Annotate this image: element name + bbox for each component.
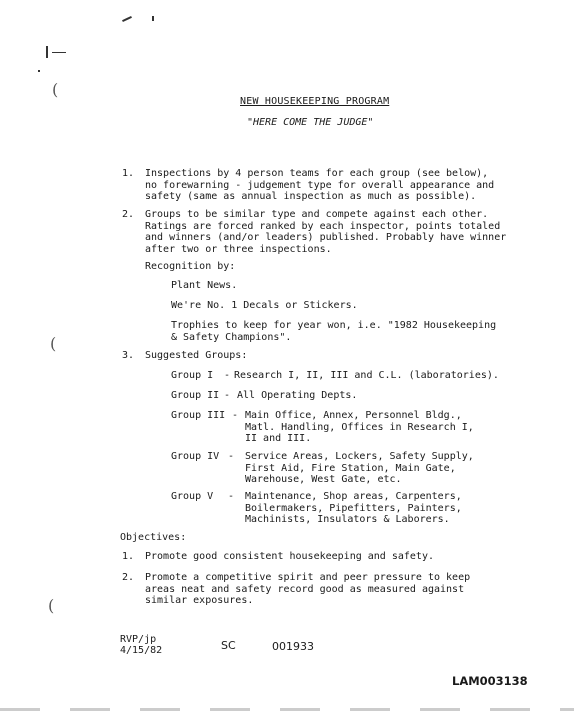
item-text: Inspections by 4 person teams for each group (see below), no forewarning - judgement type for overall appearance and safety (same as annual inspection as much as possible). — [145, 168, 495, 202]
group-dash: - — [224, 390, 231, 401]
item-number: 1. — [122, 168, 135, 179]
recognition-heading: Recognition by: — [145, 261, 236, 272]
group-dash: - — [232, 410, 239, 421]
scan-mark: ( — [50, 334, 57, 353]
item-number: 3. — [122, 350, 135, 361]
objective-text: Promote a competitive spirit and peer pressure to keep areas neat and safety record good as measured against similar exposures. — [145, 572, 471, 606]
group-dash: - — [224, 370, 231, 381]
scan-mark: ( — [52, 80, 59, 99]
footer-sc: SC — [221, 639, 236, 652]
footer-control-number: 001933 — [272, 640, 314, 653]
group-text: Maintenance, Shop areas, Carpenters, Boilermakers, Pipefitters, Painters, Machinists, Insulators & Laborers. — [245, 491, 462, 525]
group-text: Main Office, Annex, Personnel Bldg., Matl. Handling, Offices in Research I, II and III. — [245, 410, 474, 444]
objective-text: Promote good consistent housekeeping and safety. — [145, 551, 434, 562]
footer-date: 4/15/82 — [120, 645, 163, 656]
footer-initials: RVP/jp — [120, 634, 157, 645]
objectives-heading: Objectives: — [120, 532, 187, 543]
scan-mark — [152, 16, 154, 21]
scan-mark — [38, 70, 40, 72]
item-number: 2. — [122, 209, 135, 220]
group-label: Group III — [171, 410, 226, 421]
document-subtitle: "HERE COME THE JUDGE" — [247, 117, 374, 128]
recognition-entry: We're No. 1 Decals or Stickers. — [171, 300, 358, 311]
group-label: Group IV — [171, 451, 220, 462]
scan-mark — [122, 16, 132, 22]
scan-mark — [46, 46, 48, 58]
objective-number: 2. — [122, 572, 135, 583]
recognition-entry: Plant News. — [171, 280, 238, 291]
recognition-entry: Trophies to keep for year won, i.e. "1982 Housekeeping & Safety Champions". — [171, 320, 497, 343]
document-title: NEW HOUSEKEEPING PROGRAM — [240, 96, 390, 107]
group-label: Group II — [171, 390, 220, 401]
group-label: Group I — [171, 370, 214, 381]
scan-mark — [52, 52, 66, 53]
group-text: All Operating Depts. — [237, 390, 358, 401]
group-dash: - — [228, 451, 235, 462]
group-label: Group V — [171, 491, 214, 502]
group-text: Research I, II, III and C.L. (laboratories). — [234, 370, 499, 381]
group-text: Service Areas, Lockers, Safety Supply, First Aid, Fire Station, Main Gate, Warehouse, West Gate, etc. — [245, 451, 474, 485]
scan-mark: ( — [48, 596, 55, 615]
bates-number: LAM003138 — [452, 674, 528, 688]
item-text: Groups to be similar type and compete against each other. Ratings are forced ranked by each inspector, points totaled and winners (and/or leaders) published. Probably have winner after two or three inspections. — [145, 209, 507, 255]
group-dash: - — [228, 491, 235, 502]
objective-number: 1. — [122, 551, 135, 562]
groups-heading: Suggested Groups: — [145, 350, 248, 361]
